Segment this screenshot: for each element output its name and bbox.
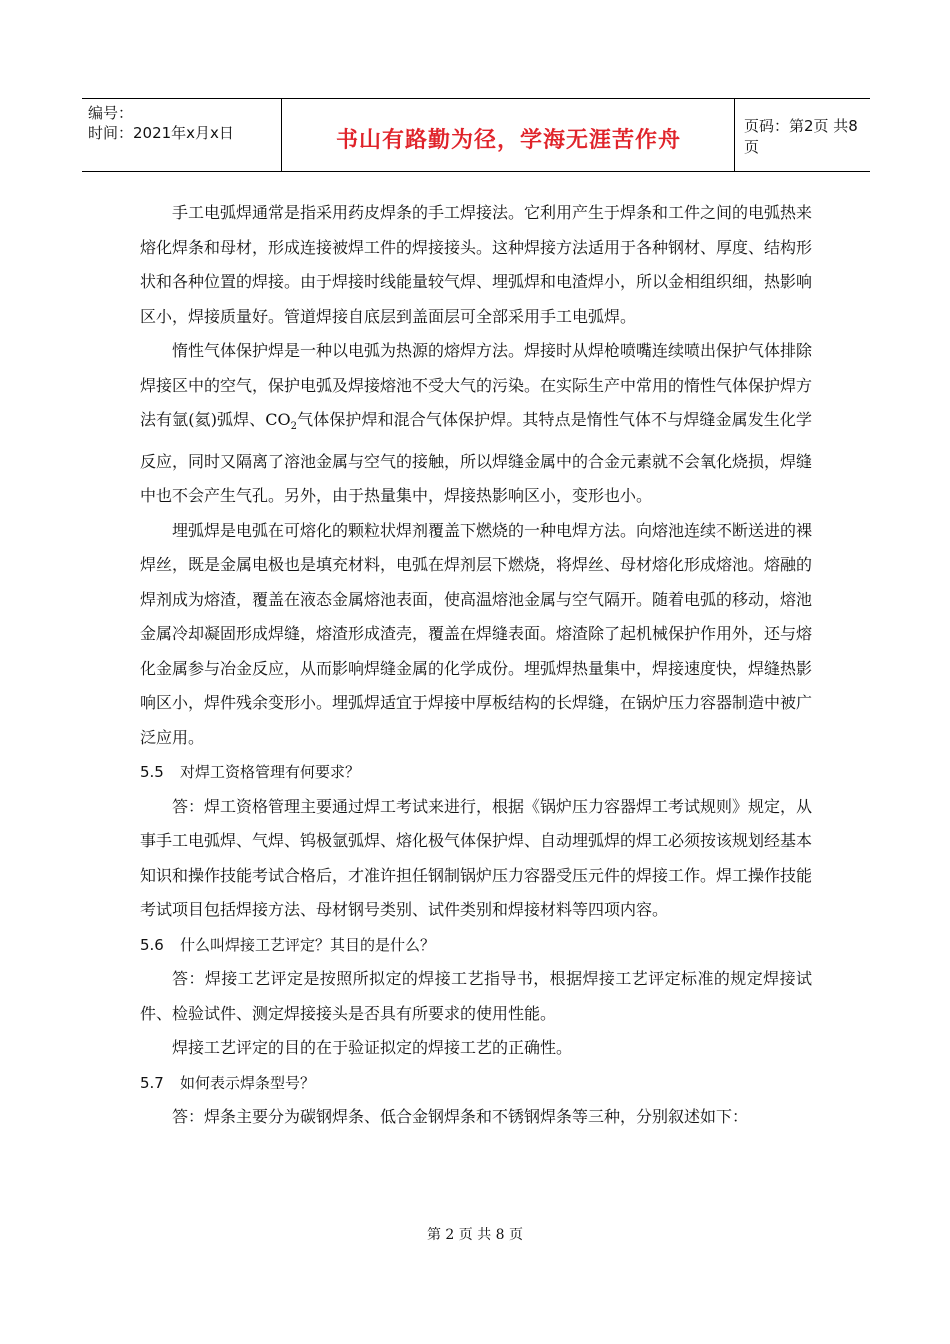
document-body	[140, 196, 812, 1135]
paragraph-submerged-arc-welding: 埋弧焊是电弧在可熔化的颗粒状焊剂覆盖下燃烧的一种电焊方法。向熔池连续不断送进的裸焊丝，既是金属电极也是填充材料，电弧在焊剂层下燃烧，将焊丝、母材熔化形成熔池。熔融的焊剂成为熔渣，覆盖在液态金属熔池表面，使高温熔池金属与空气隔开。随着电弧的移动，熔池金属冷却凝固形成焊缝，熔渣形成渣壳，覆盖在焊缝表面。熔渣除了起机械保护作用外，还与熔化金属参与冶金反应，从而影响焊缝金属的化学成份。埋弧焊热量集中，焊接速度快，焊缝热影响区小，焊件残余变形小。埋弧焊适宜于焊接中厚板结构的长焊缝，在锅炉压力容器制造中被广泛应用。	[140, 520, 813, 747]
question-text: 如何表示焊条型号？	[180, 1073, 316, 1092]
question-5-6	[140, 928, 812, 963]
time-label: 时间：2021年x月x日	[88, 124, 234, 142]
header-page-label: 页码：第2页 共8页	[744, 117, 858, 156]
paragraph-inert-gas-welding	[140, 334, 812, 514]
header-motto: 书山有路勤为径，学海无涯苦作舟	[283, 99, 735, 171]
subscript: 2	[290, 421, 298, 433]
answer-5-6-part1: 答：焊接工艺评定是按照所拟定的焊接工艺指导书，根据焊接工艺评定标准的规定焊接试件、检验试件、测定焊接接头是否具有所要求的使用性能。	[140, 969, 812, 1023]
paragraph-manual-arc-welding: 手工电弧焊通常是指采用药皮焊条的手工焊接法。它利用产生于焊条和工件之间的电弧热来熔化焊条和母材，形成连接被焊工件的焊接接头。这种焊接方法适用于各种钢材、厚度、结构形状和各种位置的焊接。由于焊接时线能量较气焊、埋弧焊和电渣焊小，所以金相组织细，热影响区小，焊接质量好。管道焊接自底层到盖面层可全部采用手工电弧焊。	[140, 203, 813, 326]
paragraph-text: 气体保护焊和混合气体保护焊。其特点是惰性气体不与焊缝金属发生化学反应，同时又隔离了溶池金属与空气的接触，所以焊缝金属中的合金元素就不会氧化烧损，焊缝中也不会产生气孔。另外，由于热量集中，焊接热影响区小，变形也小。	[140, 410, 813, 506]
header-info-cell	[82, 99, 282, 171]
question-5-5	[140, 755, 812, 790]
question-number: 5.7	[140, 1073, 164, 1092]
header-table	[82, 98, 870, 172]
answer-5-5: 答：焊工资格管理主要通过焊工考试来进行，根据《锅炉压力容器焊工考试规则》规定，从事手工电弧焊、气焊、钨极氩弧焊、熔化极气体保护焊、自动埋弧焊的焊工必须按该规划经基本知识和操作技能考试合格后，才准许担任钢制锅炉压力容器受压元件的焊接工作。焊工操作技能考试项目包括焊接方法、母材钢号类别、试件类别和焊接材料等四项内容。	[140, 796, 813, 920]
question-number: 5.6	[140, 935, 164, 954]
question-5-7	[140, 1066, 812, 1101]
question-text: 什么叫焊接工艺评定？其目的是什么？	[180, 935, 436, 954]
answer-5-7: 答：焊条主要分为碳钢焊条、低合金钢焊条和不锈钢焊条等三种，分别叙述如下：	[172, 1107, 749, 1127]
question-number: 5.5	[140, 763, 164, 782]
answer-5-6-part2: 焊接工艺评定的目的在于验证拟定的焊接工艺的正确性。	[172, 1038, 573, 1058]
page-footer: 第 2 页 共 8 页	[426, 1227, 524, 1243]
question-text: 对焊工资格管理有何要求？	[180, 763, 361, 782]
serial-label: 编号：	[88, 104, 134, 122]
paragraph-text: 惰性气体保护焊是一种以电弧为热源的熔焊方法。焊接时从焊枪喷嘴连续喷出保护气体排除焊接区中的空气，保护电弧及焊接熔池不受大气的污染。在实际生产中常用的惰性气体保护焊方法有氩(氦)弧焊、CO	[140, 341, 813, 429]
